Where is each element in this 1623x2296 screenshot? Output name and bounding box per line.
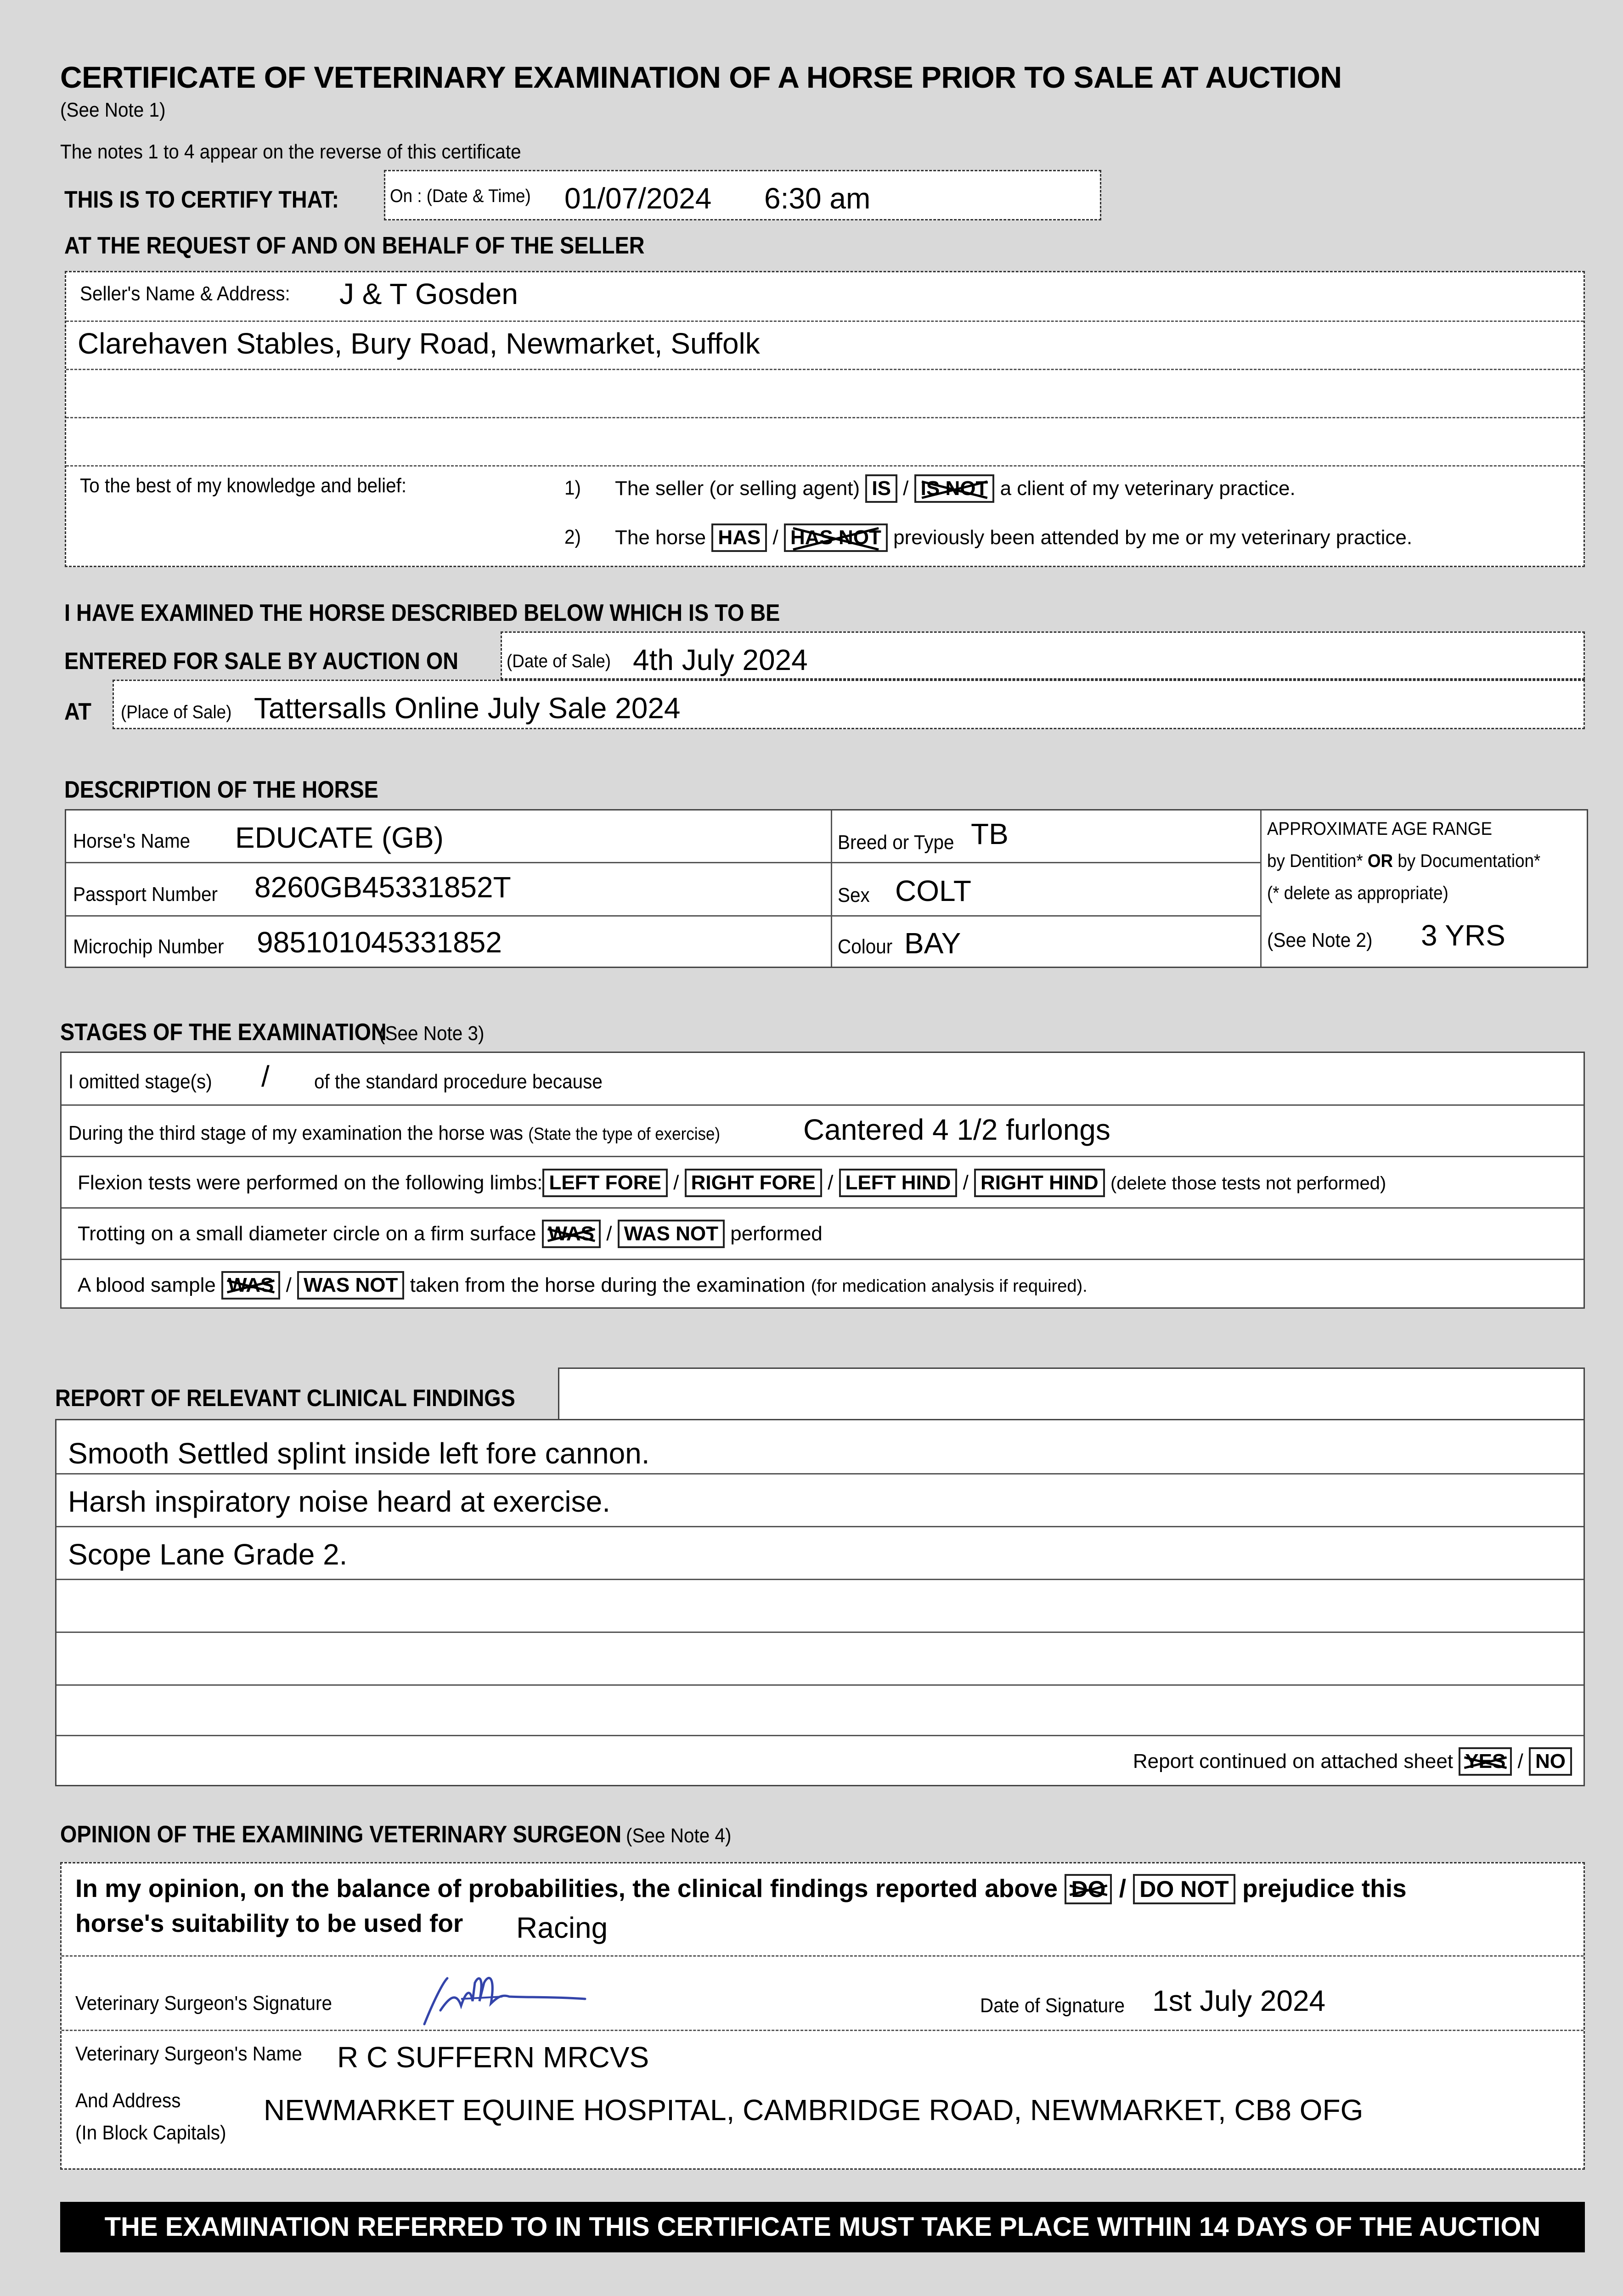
knowledge-label: To the best of my knowledge and belief: xyxy=(80,474,407,497)
age-by-documentation: by Documentation* xyxy=(1398,851,1541,871)
item2-has-not-option[interactable]: HAS NOT xyxy=(784,523,888,552)
sale-place-label: (Place of Sale) xyxy=(121,702,232,722)
report-continued-label: Report continued on attached sheet xyxy=(1133,1750,1454,1773)
footer-warning: THE EXAMINATION REFERRED TO IN THIS CERTIFICATE MUST TAKE PLACE WITHIN 14 DAYS OF THE AUCTION xyxy=(60,2202,1585,2252)
opinion-statement-end: prejudice this xyxy=(1242,1874,1407,1902)
passport-number: 8260GB45331852T xyxy=(254,871,511,904)
third-stage-label-row xyxy=(68,1122,720,1145)
omitted-reason-label: of the standard procedure because xyxy=(314,1070,603,1093)
opinion-do-option[interactable]: DO xyxy=(1065,1874,1112,1904)
signature-date-label: Date of Signature xyxy=(980,1994,1125,2017)
item2-text-after: previously been attended by me or my veterinary practice. xyxy=(893,526,1413,549)
trotting-was-not-option[interactable]: WAS NOT xyxy=(618,1220,725,1248)
stages-box xyxy=(60,1052,1585,1309)
certify-label: THIS IS TO CERTIFY THAT: xyxy=(64,186,339,213)
colour-value: BAY xyxy=(904,927,961,960)
entered-label: ENTERED FOR SALE BY AUCTION ON xyxy=(64,648,459,675)
microchip-label: Microchip Number xyxy=(73,935,224,958)
horse-table xyxy=(65,809,1588,968)
third-stage-value: Cantered 4 1/2 furlongs xyxy=(803,1113,1110,1146)
seller-heading: AT THE REQUEST OF AND ON BEHALF OF THE SELLER xyxy=(64,232,645,259)
continued-yes-option[interactable]: YES xyxy=(1459,1747,1512,1776)
blood-row: A blood sample WAS / WAS NOT taken from the horse during the examination (for medication analysis if required). xyxy=(78,1271,1088,1300)
opinion-note: (See Note 4) xyxy=(626,1824,732,1847)
flexion-right-hind[interactable]: RIGHT HIND xyxy=(974,1169,1105,1197)
breed-label: Breed or Type xyxy=(838,831,954,854)
item2-text: The horse xyxy=(615,526,706,549)
breed-value: TB xyxy=(971,817,1009,850)
stages-heading-row xyxy=(60,1019,494,1046)
colour-label: Colour xyxy=(838,935,893,958)
vet-name: R C SUFFERN MRCVS xyxy=(337,2041,649,2074)
age-delete-note: (* delete as appropriate) xyxy=(1267,883,1448,903)
passport-label: Passport Number xyxy=(73,883,218,906)
flexion-note: (delete those tests not performed) xyxy=(1110,1173,1386,1193)
vet-address: NEWMARKET EQUINE HOSPITAL, CAMBRIDGE ROAD, NEWMARKET, CB8 OFG xyxy=(264,2093,1364,2127)
opinion-statement-row: In my opinion, on the balance of probabilities, the clinical findings reported above DO / DO NOT prejudice this xyxy=(75,1874,1407,1904)
report-box[interactable] xyxy=(55,1419,1585,1786)
seller-address-line1: Clarehaven Stables, Bury Road, Newmarket, Suffolk xyxy=(78,327,760,360)
seller-box xyxy=(65,271,1585,567)
item1-text: The seller (or selling agent) xyxy=(615,477,860,500)
report-heading-field[interactable] xyxy=(558,1367,1585,1420)
item2-has-option[interactable]: HAS xyxy=(711,523,767,552)
seller-name: J & T Gosden xyxy=(339,277,518,310)
flexion-right-fore[interactable]: RIGHT FORE xyxy=(685,1169,822,1197)
opinion-statement: In my opinion, on the balance of probabilities, the clinical findings reported above xyxy=(75,1874,1058,1902)
exam-date: 01/07/2024 xyxy=(564,182,712,215)
age-see-note: (See Note 2) xyxy=(1267,929,1373,951)
trotting-row: Trotting on a small diameter circle on a firm surface WAS / WAS NOT performed xyxy=(78,1220,823,1248)
third-stage-label: During the third stage of my examination the horse was xyxy=(68,1122,524,1144)
age-or: OR xyxy=(1367,851,1393,871)
sex-value: COLT xyxy=(895,874,971,907)
age-heading: APPROXIMATE AGE RANGE xyxy=(1267,819,1493,839)
sale-place-field[interactable] xyxy=(113,680,1585,729)
stages-heading: STAGES OF THE EXAMINATION xyxy=(60,1019,387,1046)
address-label-block: (In Block Capitals) xyxy=(75,2122,226,2144)
age-value: 3 YRS xyxy=(1421,919,1505,952)
flexion-label: Flexion tests were performed on the following limbs: xyxy=(78,1171,543,1194)
horse-name-label: Horse's Name xyxy=(73,830,191,852)
opinion-heading: OPINION OF THE EXAMINING VETERINARY SURGEON xyxy=(60,1821,622,1848)
opinion-statement-line2: horse's suitability to be used for xyxy=(75,1909,463,1937)
sale-place: Tattersalls Online July Sale 2024 xyxy=(254,692,681,725)
date-time-label: On : (Date & Time) xyxy=(390,186,531,206)
item1-number: 1) xyxy=(564,477,581,499)
item1-text-after: a client of my veterinary practice. xyxy=(1000,477,1296,500)
blood-was-not-option[interactable]: WAS NOT xyxy=(297,1271,404,1300)
blood-post-small: (for medication analysis if required). xyxy=(811,1277,1088,1296)
item2-row: The horse HAS / HAS NOT previously been attended by me or my veterinary practice. xyxy=(615,523,1412,552)
exam-time: 6:30 am xyxy=(764,182,871,215)
opinion-box xyxy=(60,1862,1585,2170)
opinion-heading-row xyxy=(60,1821,741,1848)
item1-is-not-option[interactable]: IS NOT xyxy=(914,474,995,503)
continued-no-option[interactable]: NO xyxy=(1529,1747,1572,1776)
at-label: AT xyxy=(64,698,91,725)
item1-is-option[interactable]: IS xyxy=(865,474,897,503)
flexion-row: Flexion tests were performed on the following limbs: LEFT FORE / RIGHT FORE / LEFT HIND / RIGHT HIND (delete those tests not performed) xyxy=(78,1169,1386,1197)
omitted-value: / xyxy=(261,1060,270,1093)
address-label: And Address xyxy=(75,2089,181,2112)
flexion-left-hind[interactable]: LEFT HIND xyxy=(839,1169,958,1197)
trotting-label: Trotting on a small diameter circle on a firm surface xyxy=(78,1222,536,1245)
blood-was-option[interactable]: WAS xyxy=(221,1271,280,1300)
stages-note: (See Note 3) xyxy=(379,1022,485,1045)
report-heading: REPORT OF RELEVANT CLINICAL FINDINGS xyxy=(55,1385,515,1412)
microchip-number: 985101045331852 xyxy=(257,926,502,959)
signature-label: Veterinary Surgeon's Signature xyxy=(75,1992,332,2015)
blood-label: A blood sample xyxy=(78,1274,216,1296)
seller-name-label: Seller's Name & Address: xyxy=(80,282,290,305)
blood-post: taken from the horse during the examination xyxy=(410,1274,806,1296)
finding-line-1: Smooth Settled splint inside left fore cannon. xyxy=(68,1437,650,1470)
finding-line-2: Harsh inspiratory noise heard at exercise. xyxy=(68,1485,610,1518)
horse-name: EDUCATE (GB) xyxy=(235,821,444,854)
signature-date: 1st July 2024 xyxy=(1152,1984,1326,2017)
sale-date: 4th July 2024 xyxy=(633,643,808,676)
item1-row: The seller (or selling agent) IS / IS NOT a client of my veterinary practice. xyxy=(615,474,1296,503)
certificate-title: CERTIFICATE OF VETERINARY EXAMINATION OF A HORSE PRIOR TO SALE AT AUCTION xyxy=(60,60,1342,94)
sale-heading: I HAVE EXAMINED THE HORSE DESCRIBED BELOW WHICH IS TO BE xyxy=(64,600,780,626)
date-time-field[interactable] xyxy=(384,170,1101,220)
sex-label: Sex xyxy=(838,884,870,906)
opinion-do-not-option[interactable]: DO NOT xyxy=(1133,1874,1235,1904)
vet-name-label: Veterinary Surgeon's Name xyxy=(75,2043,302,2065)
trotting-post: performed xyxy=(730,1222,823,1245)
flexion-left-fore[interactable]: LEFT FORE xyxy=(542,1169,667,1197)
omitted-label: I omitted stage(s) xyxy=(68,1070,212,1093)
intended-use: Racing xyxy=(516,1911,608,1944)
item2-number: 2) xyxy=(564,526,581,548)
age-by-dentition: by Dentition* xyxy=(1267,851,1363,871)
trotting-was-option[interactable]: WAS xyxy=(542,1220,601,1248)
finding-line-3: Scope Lane Grade 2. xyxy=(68,1538,348,1571)
horse-heading: DESCRIPTION OF THE HORSE xyxy=(64,777,378,803)
report-continued-row: Report continued on attached sheet YES / NO xyxy=(1133,1747,1572,1776)
sale-date-label: (Date of Sale) xyxy=(507,651,611,671)
notes-intro: The notes 1 to 4 appear on the reverse of this certificate xyxy=(60,141,521,163)
vet-signature xyxy=(415,1964,590,2033)
age-method-row xyxy=(1267,851,1540,872)
see-note-1: (See Note 1) xyxy=(60,99,166,121)
third-stage-hint: (State the type of exercise) xyxy=(528,1125,721,1144)
sale-date-field[interactable] xyxy=(501,631,1585,680)
